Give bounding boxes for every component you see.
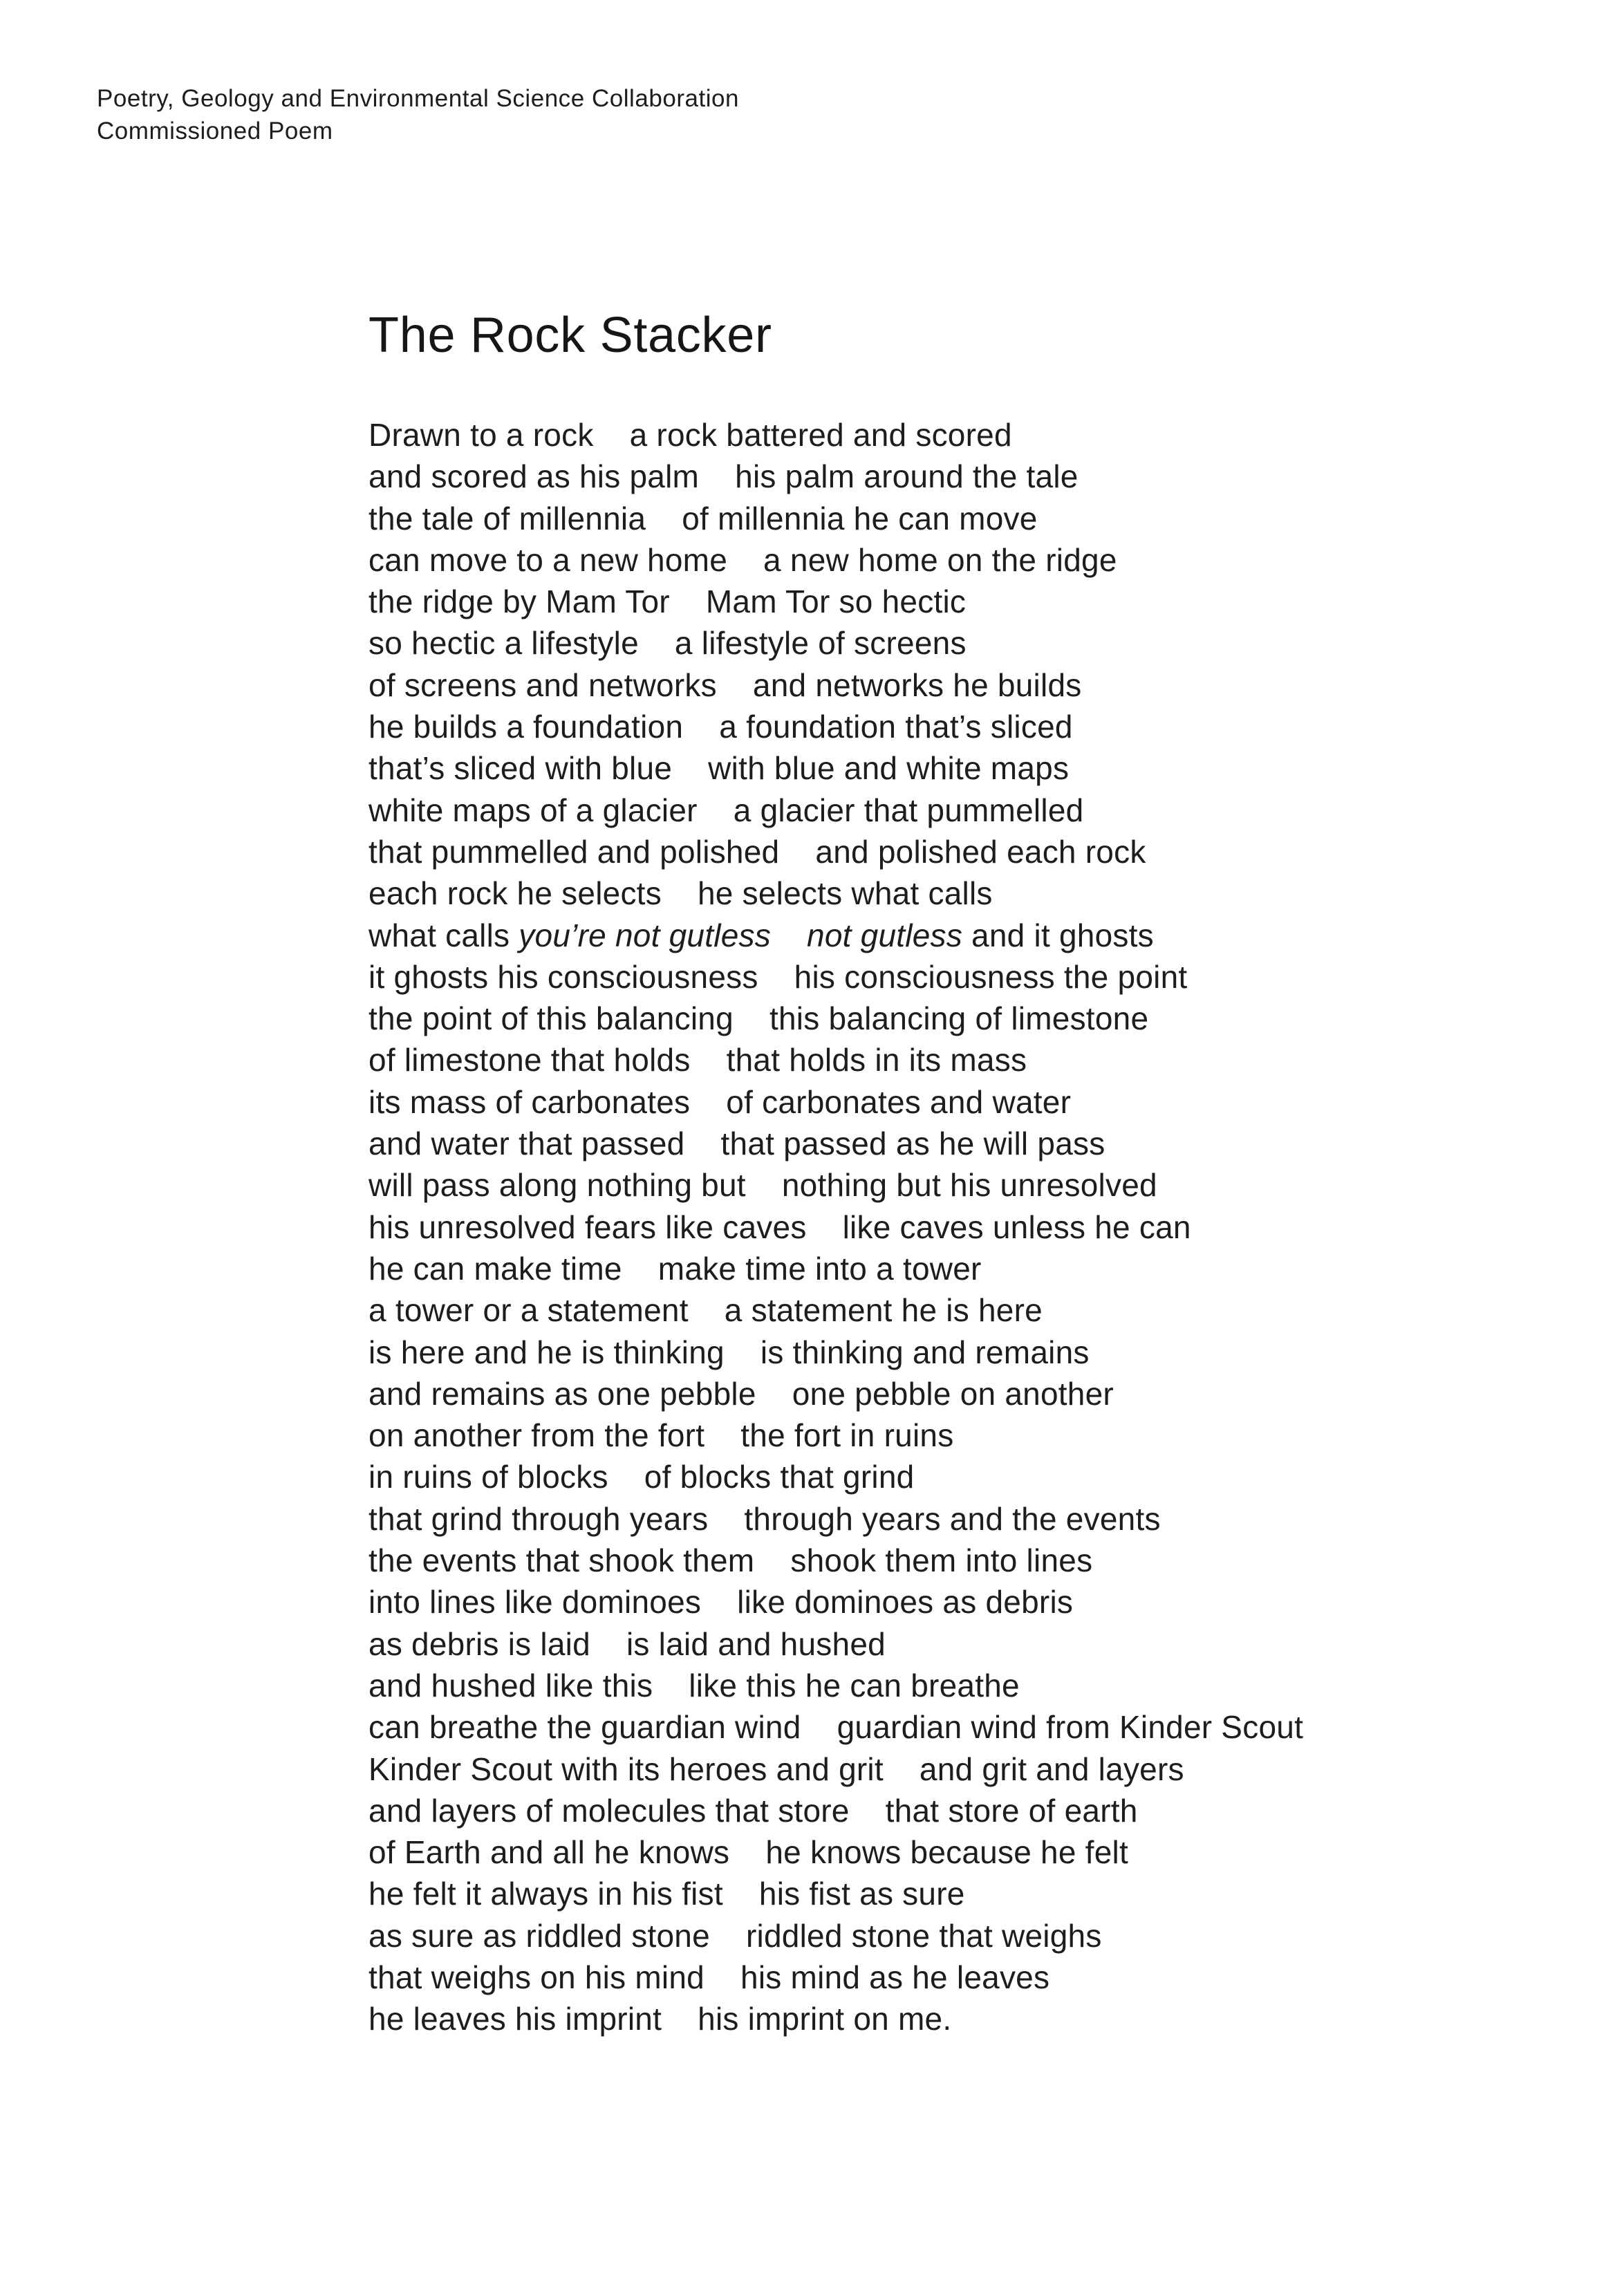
poem-line-italic-segment: you’re not gutless (519, 917, 771, 953)
poem-line-segment: he can make time make time into a tower (368, 1250, 982, 1287)
poem-line (368, 414, 1544, 456)
poem-line (368, 1915, 1544, 1957)
poem-line-segment: that pummelled and polished and polished each rock (368, 833, 1146, 870)
poem-line (368, 1289, 1544, 1331)
poem-body (368, 414, 1544, 2040)
poem-line-segment: Drawn to a rock a rock battered and scored (368, 417, 1012, 453)
poem-line-segment: white maps of a glacier a glacier that pummelled (368, 792, 1084, 828)
poem-line-segment: and hushed like this like this he can breathe (368, 1667, 1020, 1704)
poem-line (368, 498, 1544, 539)
poem-line-segment: Kinder Scout with its heroes and grit and grit and layers (368, 1751, 1184, 1787)
poem-line (368, 1039, 1544, 1081)
poem-line (368, 1998, 1544, 2040)
poem-line-segment: the point of this balancing this balancing of limestone (368, 1000, 1149, 1037)
header-line-2: Commissioned Poem (97, 118, 333, 144)
poem-line-segment: can move to a new home a new home on the ridge (368, 541, 1117, 578)
poem-line (368, 1706, 1544, 1748)
poem-line (368, 1581, 1544, 1623)
poem-line-segment: he felt it always in his fist his fist as sure (368, 1876, 965, 1912)
poem-line (368, 1665, 1544, 1706)
poem-line (368, 1123, 1544, 1164)
poem-line-segment: of screens and networks and networks he builds (368, 666, 1082, 703)
poem-line-segment: and it ghosts (962, 917, 1154, 953)
poem-line-segment: and remains as one pebble one pebble on another (368, 1375, 1114, 1412)
poem-line-segment: he builds a foundation a foundation that’s sliced (368, 709, 1073, 745)
poem-line (368, 1081, 1544, 1123)
poem-line-segment: can breathe the guardian wind guardian wind from Kinder Scout (368, 1709, 1304, 1746)
poem-line-segment: the ridge by Mam Tor Mam Tor so hectic (368, 584, 967, 620)
poem-line (368, 1957, 1544, 1998)
poem-line-segment: of Earth and all he knows he knows because he felt (368, 1834, 1128, 1871)
poem-line (368, 1415, 1544, 1456)
document-header (97, 82, 739, 147)
poem-line-segment: of limestone that holds that holds in its mass (368, 1042, 1027, 1079)
poem-line-segment: a tower or a statement a statement he is here (368, 1292, 1043, 1329)
poem-line (368, 1540, 1544, 1581)
poem-line (368, 1748, 1544, 1790)
poem-line (368, 664, 1544, 706)
header-line-1: Poetry, Geology and Environmental Science Collaboration (97, 85, 740, 112)
poem-line (368, 1831, 1544, 1873)
poem-line-segment: that’s sliced with blue with blue and white maps (368, 750, 1070, 787)
poem-line-segment: as sure as riddled stone riddled stone that weighs (368, 1917, 1102, 1954)
poem-line-segment: the tale of millennia of millennia he can move (368, 500, 1038, 536)
poem-line (368, 539, 1544, 581)
poem-line (368, 872, 1544, 914)
poem-line-segment: so hectic a lifestyle a lifestyle of screens (368, 625, 967, 662)
poem-line-segment: he leaves his imprint his imprint on me. (368, 2001, 952, 2037)
poem-line-segment (771, 917, 807, 953)
poem-line-segment: it ghosts his consciousness his consciousness the point (368, 958, 1188, 995)
poem-line (368, 998, 1544, 1039)
poem-line (368, 956, 1544, 998)
poem-line (368, 1873, 1544, 1914)
poem-line (368, 622, 1544, 664)
poem-line (368, 915, 1544, 956)
poem-line (368, 747, 1544, 789)
poem-line (368, 1248, 1544, 1289)
poem-line-segment: and layers of molecules that store that store of earth (368, 1792, 1138, 1829)
poem-line-segment: as debris is laid is laid and hushed (368, 1625, 886, 1662)
poem-line (368, 1456, 1544, 1497)
poem-title: The Rock Stacker (368, 308, 772, 363)
poem-line (368, 1206, 1544, 1248)
poem-line-italic-segment: not gutless (807, 917, 963, 953)
poem-line (368, 790, 1544, 831)
poem-line-segment: that weighs on his mind his mind as he leaves (368, 1959, 1050, 1995)
poem-line-segment: will pass along nothing but nothing but his unresolved (368, 1167, 1157, 1204)
poem-line-segment: each rock he selects he selects what calls (368, 875, 993, 912)
poem-line (368, 706, 1544, 747)
poem-line-segment: what calls (368, 917, 519, 953)
poem-line-segment: and scored as his palm his palm around the tale (368, 458, 1079, 495)
poem-line (368, 456, 1544, 497)
poem-line-segment: its mass of carbonates of carbonates and water (368, 1083, 1072, 1120)
poem-line (368, 1623, 1544, 1665)
poem-line (368, 831, 1544, 872)
poem-line-segment: is here and he is thinking is thinking and remains (368, 1334, 1090, 1370)
poem-line (368, 1164, 1544, 1206)
poem-line (368, 1373, 1544, 1415)
poem-line (368, 1498, 1544, 1540)
poem-line (368, 1332, 1544, 1373)
poem-line-segment: his unresolved fears like caves like caves unless he can (368, 1208, 1191, 1245)
poem-line-segment: that grind through years through years and the events (368, 1500, 1161, 1537)
poem-line (368, 581, 1544, 622)
poem-line (368, 1790, 1544, 1831)
poem-line-segment: the events that shook them shook them into lines (368, 1542, 1093, 1579)
poem-line-segment: into lines like dominoes like dominoes as debris (368, 1584, 1074, 1621)
poem-line-segment: and water that passed that passed as he will pass (368, 1126, 1105, 1162)
poem-line-segment: in ruins of blocks of blocks that grind (368, 1459, 915, 1495)
poem-line-segment: on another from the fort the fort in ruins (368, 1417, 954, 1454)
